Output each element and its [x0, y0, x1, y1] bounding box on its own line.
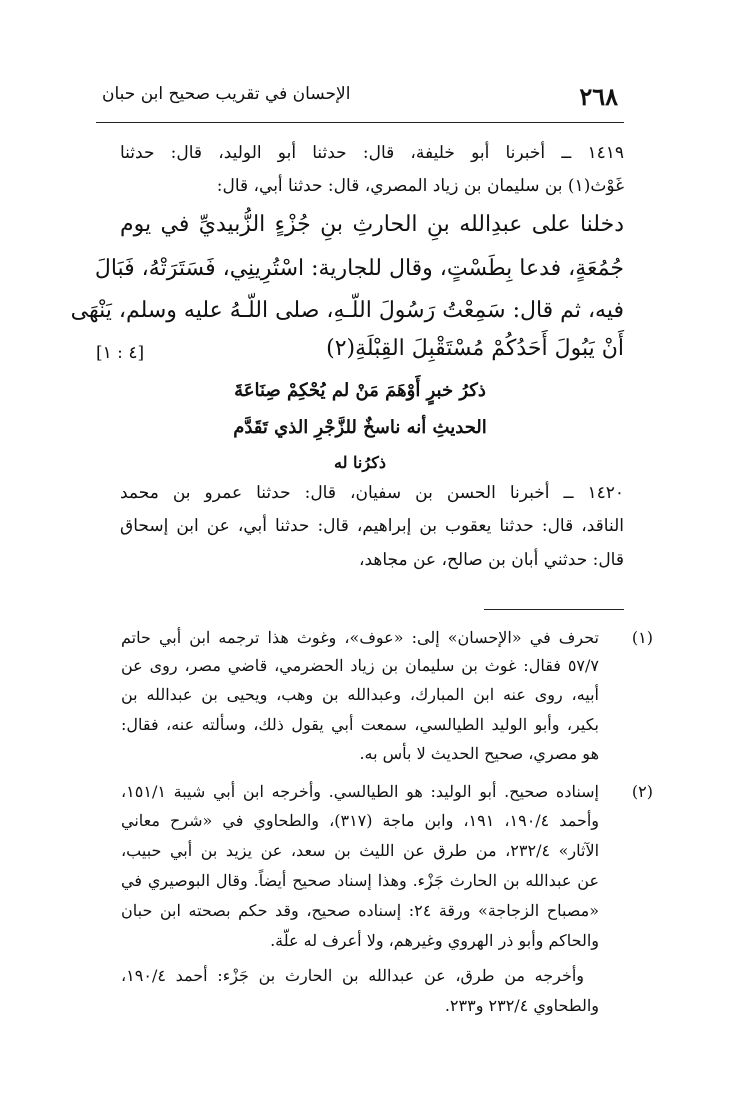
hadith-1420-isnad-line-2: الناقد، قال: حدثنا يعقوب بن إبراهيم، قال: حدثنا أبي، عن ابن إسحاق	[120, 516, 624, 536]
running-title: الإحسان في تقريب صحيح ابن حبان	[102, 84, 351, 104]
footnote-1-line-2: ٥٧/٧ فقال: غوث بن سليمان بن زياد الحضرمي، قاضي مصر، روى عن	[121, 656, 599, 675]
footnote-1-line-5: هو مصري، صحيح الحديث لا بأس به.	[359, 744, 599, 763]
hadith-1419-isnad-line-1: ١٤١٩ ــ أخبرنا أبو خليفة، قال: حدثنا أبو الوليد، قال: حدثنا	[120, 143, 624, 163]
footnote-2-line-2: وأحمد ١٩٠/٤، ١٩١، وابن ماجة (٣١٧)، والطحاوي في «شرح معاني	[121, 811, 600, 830]
footnote-2-line-6: والحاكم وأبو ذر الهروي وغيرهم، ولا أعرف له علّة.	[270, 931, 599, 950]
footnote-2-line-1: إسناده صحيح. أبو الوليد: هو الطيالسي. وأخرجه ابن أبي شيبة ١٥١/١،	[121, 782, 599, 801]
section-heading-line-3: ذكرُنا له	[334, 453, 386, 472]
footnote-2-para2-line-1: وأخرجه من طرق، عن عبدالله بن الحارث بن جَزْء: أحمد ١٩٠/٤،	[121, 966, 584, 985]
footnote-2-line-3: الآثار» ٢٣٢/٤، من طرق عن الليث بن سعد، عن يزيد بن أبي حبيب،	[121, 841, 600, 860]
header-rule	[96, 122, 624, 123]
page-number: ٢٦٨	[579, 82, 618, 111]
hadith-1420-isnad-line-1: ١٤٢٠ ــ أخبرنا الحسن بن سفيان، قال: حدثنا عمرو بن محمد	[120, 483, 624, 503]
hadith-1419-isnad-line-2: غَوْث(١) بن سليمان بن زياد المصري، قال: حدثنا أبي، قال:	[216, 176, 624, 196]
section-heading-line-1: ذكرُ خبرٍ أَوْهَمَ مَنْ لم يُحْكِمْ صِنَاعَةَ	[234, 380, 486, 401]
hadith-1419-matn-line-2: جُمُعَةٍ، فدعا بِطَسْتٍ، وقال للجارية: اسْتُرِينِي، فَسَتَرَتْهُ، فَبَالَ	[94, 256, 624, 281]
footnote-2-number: (٢)	[631, 782, 653, 801]
footnote-rule	[484, 609, 624, 610]
footnote-1-line-3: أبيه، روى عنه ابن المبارك، وعبدالله بن وهب، ويحيى بن عبدالله بن	[121, 685, 600, 704]
footnote-1-line-1: تحرف في «الإحسان» إلى: «عوف»، وغوث هذا ترجمه ابن أبي حاتم	[121, 628, 599, 647]
section-heading-line-2: الحديثِ أنه ناسخٌ للزَّجْرِ الذي تَقَدَّم	[233, 417, 487, 438]
hadith-1419-matn-line-1: دخلنا على عبدِالله بنِ الحارثِ بنِ جُزْءٍ الزُّبيديِّ في يوم	[120, 212, 624, 237]
footnote-2-line-5: «مصباح الزجاجة» ورقة ٢٤: إسناده صحيح، وقد حكم بصحته ابن حبان	[121, 901, 600, 920]
page-header	[96, 82, 624, 118]
footnote-2-line-4: عن عبدالله بن الحارث جَزْء. وهذا إسناد صحيح أيضاً. وقال البوصيري في	[121, 871, 599, 890]
hadith-1419-matn-line-3: فيه، ثم قال: سَمِعْتُ رَسُولَ اللّـهِ، صلى اللّـهُ عليه وسلم، يَنْهَى	[70, 298, 624, 323]
hadith-1419-reference: [٤ : ١]	[96, 343, 145, 363]
footnote-2-para2-line-2: والطحاوي ٢٣٢/٤ و٢٣٣.	[444, 996, 599, 1015]
footnote-1-number: (١)	[631, 628, 653, 647]
footnote-1-line-4: بكير، وأبو الوليد الطيالسي، سمعت أبي يقول ذلك، وسألته عنه، فقال:	[121, 715, 599, 734]
hadith-1420-isnad-line-3: قال: حدثني أبان بن صالح، عن مجاهد،	[358, 550, 624, 570]
hadith-1419-matn-line-4: أَنْ يَبُولَ أَحَدُكُمْ مُسْتَقْبِلَ القِبْلَةِ(٢)	[326, 336, 624, 361]
